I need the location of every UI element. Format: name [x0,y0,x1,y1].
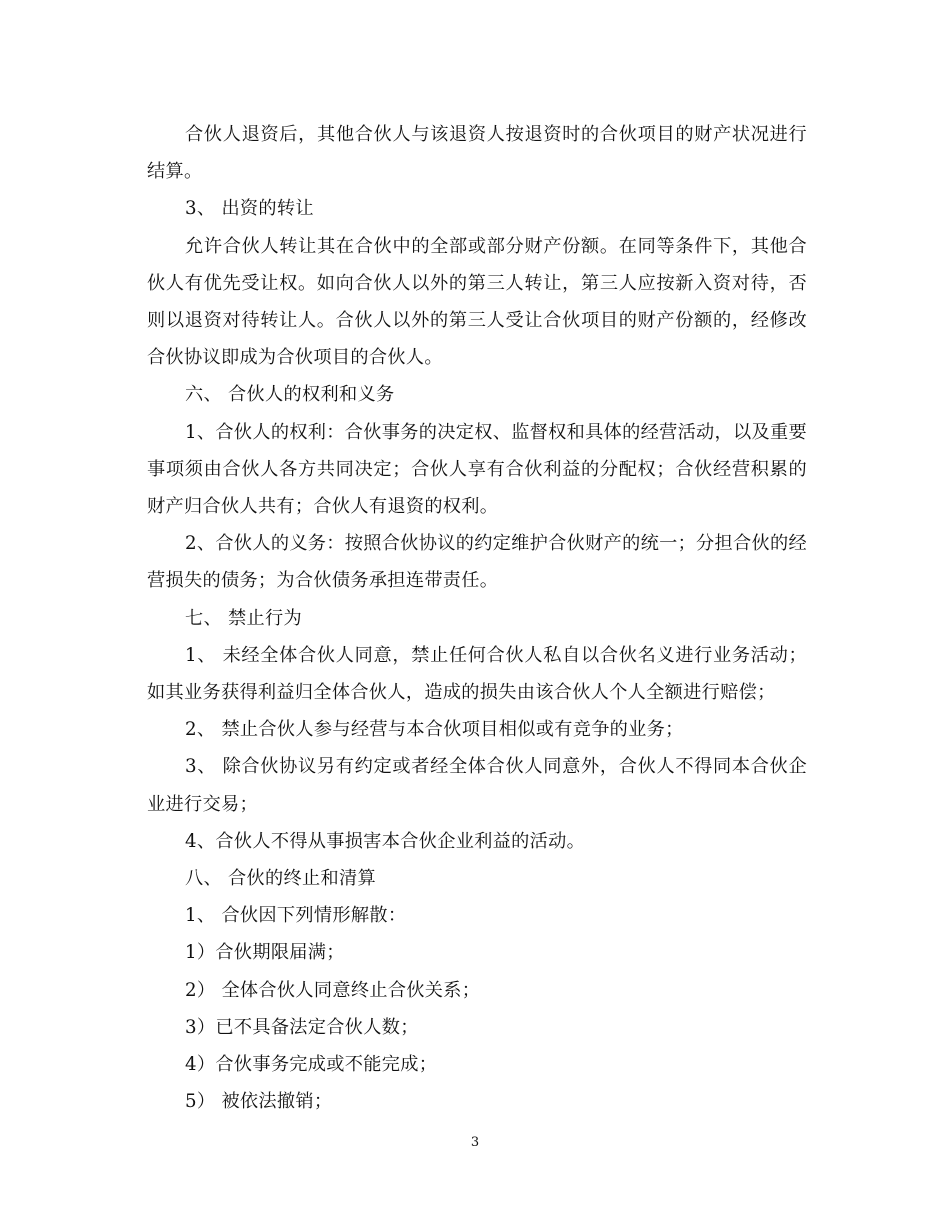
paragraph-settlement: 合伙人退资后，其他合伙人与该退资人按退资时的合伙项目的财产状况进行结算。 [147,124,807,183]
page-number: 3 [470,1135,480,1150]
list-item-prohibition-2: 2、 禁止合伙人参与经营与本合伙项目相似或有竞争的业务； [185,719,684,741]
list-item-prohibition-1: 1、 未经全体合伙人同意，禁止任何合伙人私自以合伙名义进行业务活动；如其业务获得利益归全体合伙人，造成的损失由该合伙人个人全额进行赔偿； [147,644,807,704]
list-item-dissolution-3: 3）已不具备法定合伙人数； [185,1016,419,1038]
heading-capital-transfer: 3、 出资的转让 [185,198,314,220]
paragraph-transfer-rules: 允许合伙人转让其在合伙中的全部或部分财产份额。在同等条件下，其他合伙人有优先受让权。如向合伙人以外的第三人转让，第三人应按新入资对待，否则以退资对待转让人。合伙人以外的第三人受让合伙项目的财产份额的，经修改合伙协议即成为合伙项目的合伙人。 [147,235,807,369]
list-item-dissolution-4: 4）合伙事务完成或不能完成； [185,1054,438,1076]
paragraph-partner-obligations: 2、合伙人的义务：按照合伙协议的约定维护合伙财产的统一；分担合伙的经营损失的债务；为合伙债务承担连带责任。 [147,533,807,592]
paragraph-partner-rights: 1、合伙人的权利：合伙事务的决定权、监督权和具体的经营活动，以及重要事项须由合伙人各方共同决定；合伙人享有合伙利益的分配权；合伙经营积累的财产归合伙人共有；合伙人有退资的权利。 [147,421,807,518]
heading-rights-obligations: 六、 合伙人的权利和义务 [185,384,395,406]
heading-termination-liquidation: 八、 合伙的终止和清算 [185,868,376,890]
list-item-dissolution-5: 5） 被依法撤销； [185,1091,333,1113]
paragraph-dissolution-intro: 1、 合伙因下列情形解散： [185,905,407,927]
heading-prohibited-acts: 七、 禁止行为 [185,607,303,629]
list-item-prohibition-3: 3、 除合伙协议另有约定或者经全体合伙人同意外，合伙人不得同本合伙企业进行交易； [147,756,807,815]
document-body [147,116,807,1120]
list-item-dissolution-1: 1）合伙期限届满； [185,942,345,964]
list-item-dissolution-2: 2） 全体合伙人同意终止合伙关系； [185,979,481,1001]
list-item-prohibition-4: 4、合伙人不得从事损害本合伙企业利益的活动。 [185,830,586,852]
